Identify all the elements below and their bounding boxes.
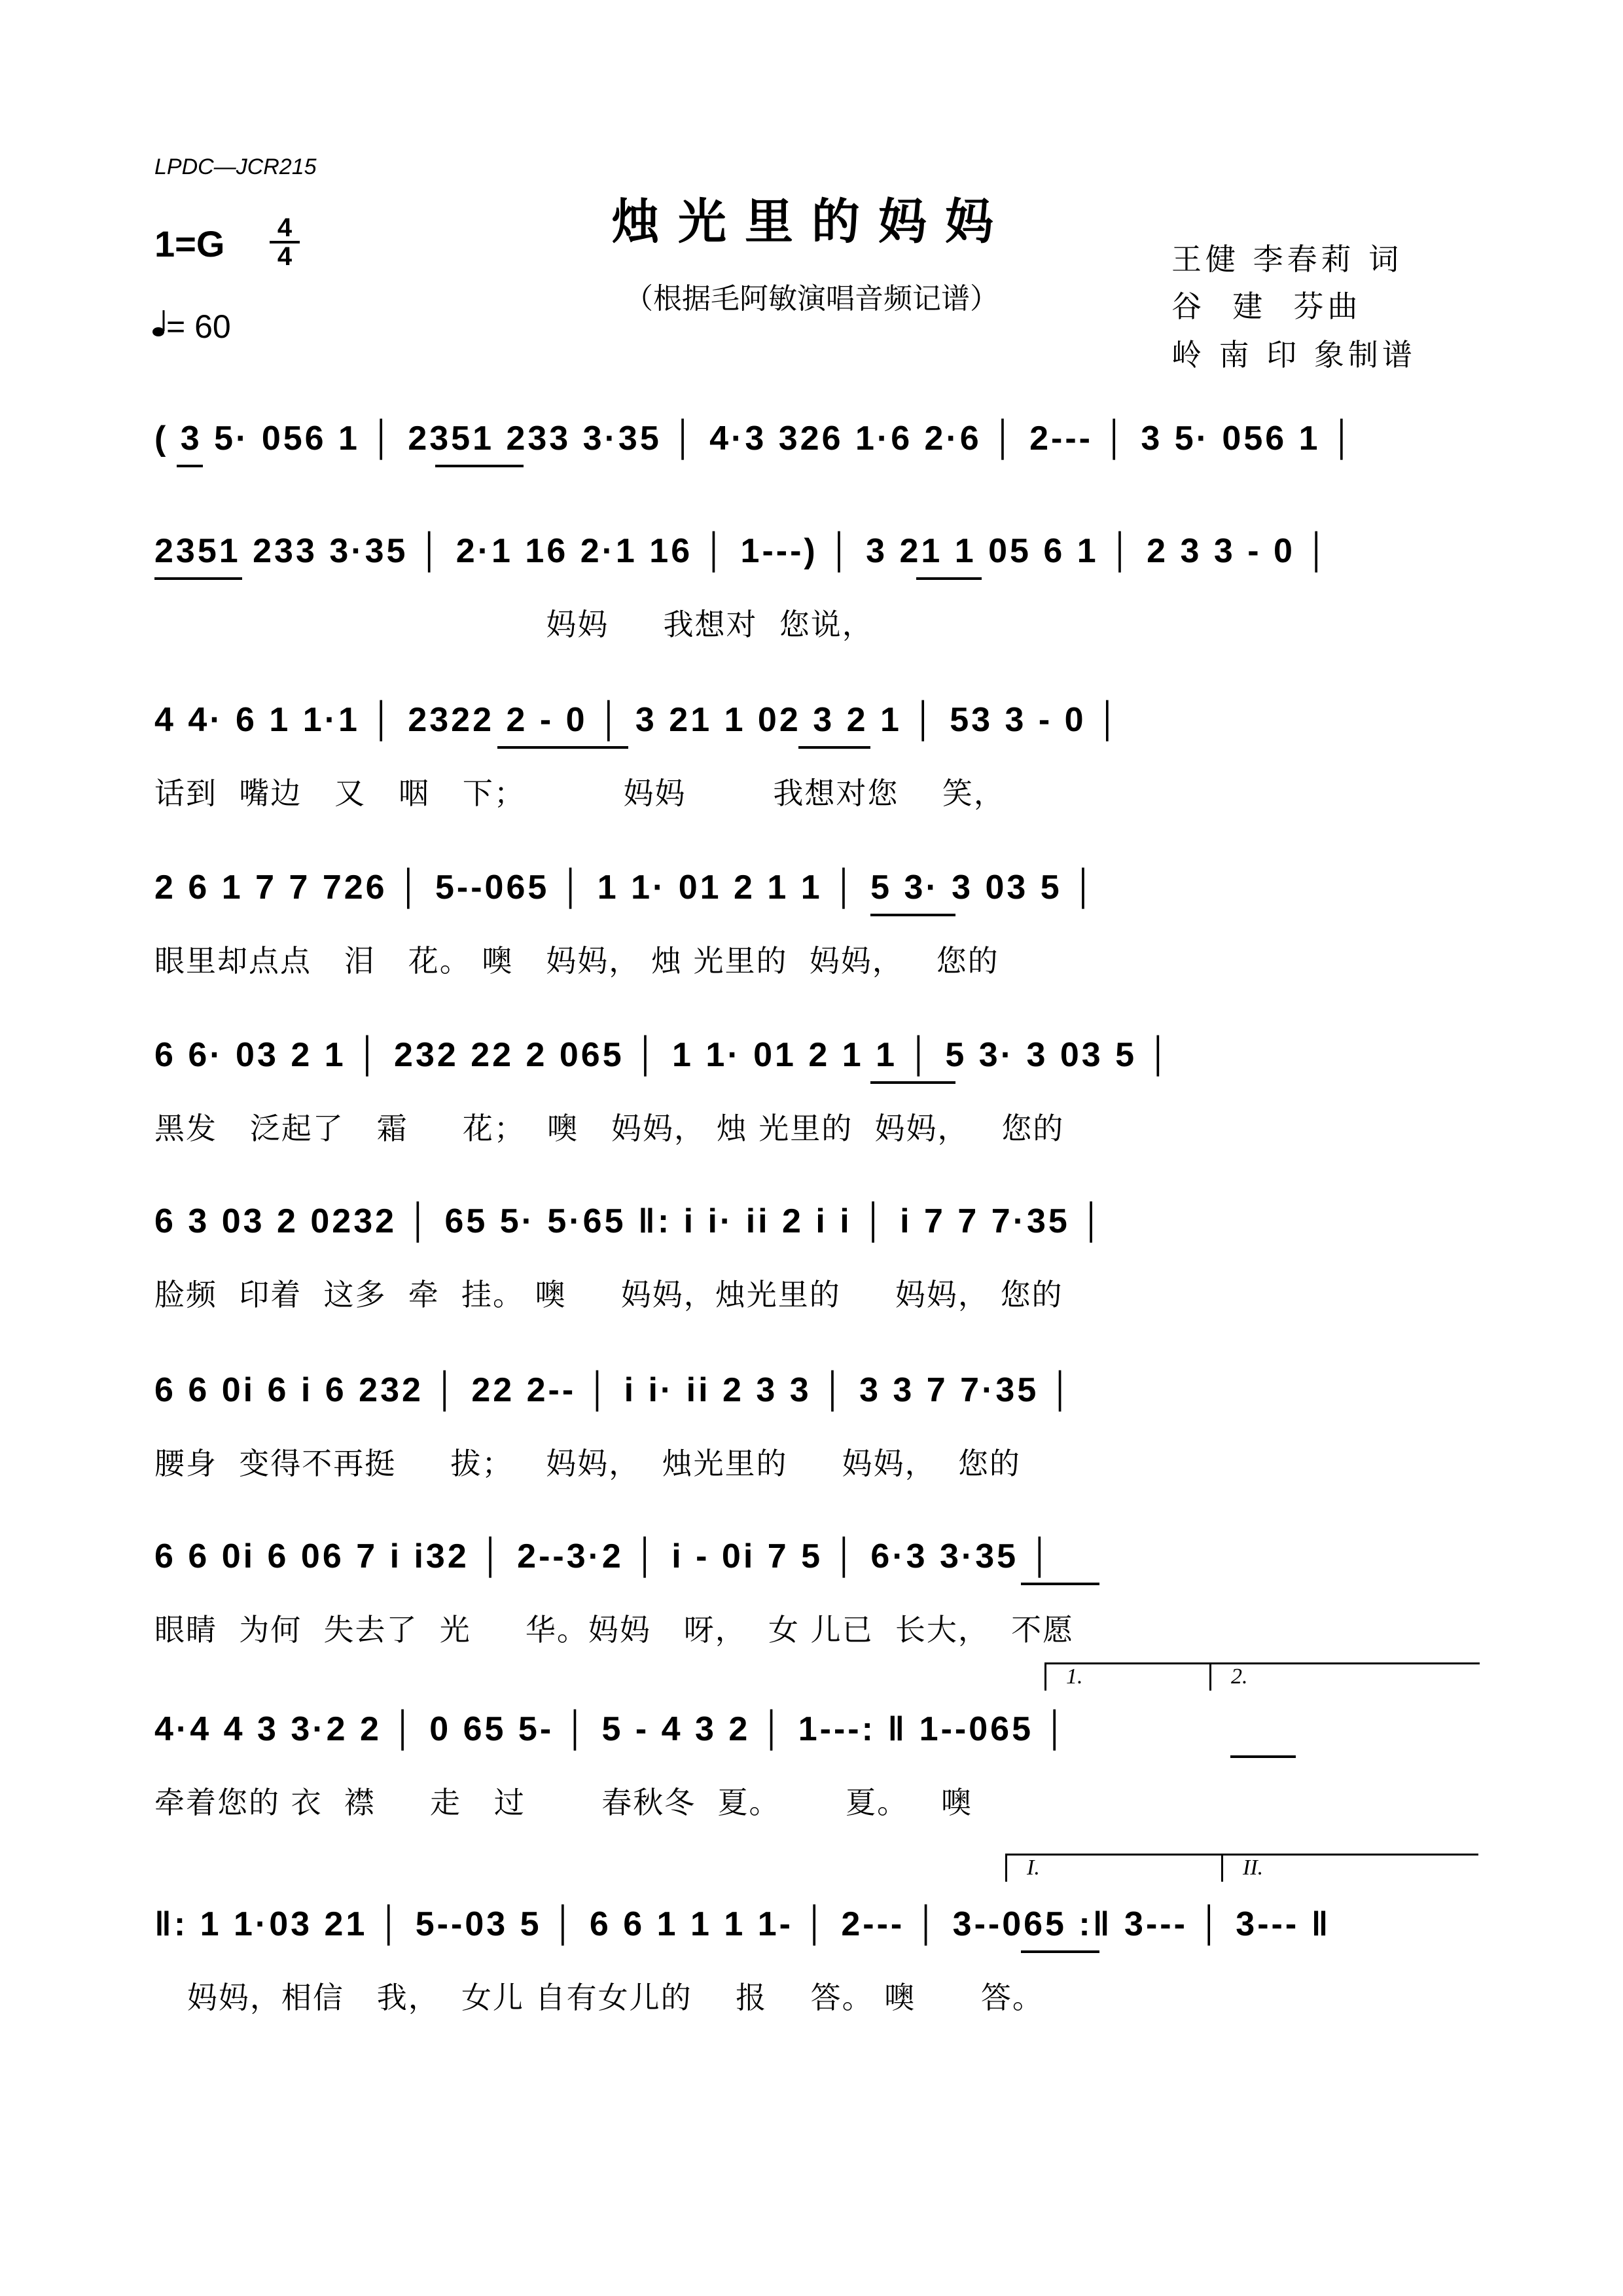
lyricist-credit: 王健 李春莉 词 [1171,242,1403,277]
lyric-row-10: 妈妈，相信 我， 女儿 自有女儿的 报 答。 噢 答。 [154,1980,1044,2015]
score-row-4: 2 6 1 7 7 726 │ 5--065 │ 1 1· 01 2 1 1 │ 5 3· 3 03 5 │ [154,869,1098,906]
score-row-3: 4 4· 6 1 1·1 │ 2322 2 - 0 │ 3 21 1 02 3 2 1 │ 53 3 - 0 │ [154,701,1122,739]
score-row-6: 6 3 03 2 0232 │ 65 5· 5·65 ‖: i i· ii 2 i i │ i 7 7 7·35 │ [154,1202,1106,1240]
transcriber-credit: 岭 南 印 象制谱 [1171,337,1416,372]
score-row-2: 2351 233 3·35 │ 2·1 16 2·1 16 │ 1---) │ 3 21 1 05 6 1 │ 2 3 3 - 0 │ [154,532,1331,570]
lyric-row-5: 黑发 泛起了 霜 花； 噢 妈妈， 烛 光里的 妈妈， 您的 [154,1111,1065,1146]
document-id: LPDC—JCR215 [154,154,317,179]
song-title: 烛光里的妈妈 [611,194,1012,250]
lyric-row-3: 话到 嘴边 又 咽 下； 妈妈 我想对您 笑， [154,776,1005,811]
lyric-row-4: 眼里却点点 泪 花。 噢 妈妈， 烛 光里的 妈妈， 您的 [154,943,999,978]
score-row-7: 6 6 0i 6 i 6 232 │ 22 2-- │ i i· ii 2 3 3 │ 3 3 7 7·35 │ [154,1371,1075,1409]
tempo-value: = 60 [166,308,231,345]
composer-credit: 谷 建 芬曲 [1171,289,1362,324]
lyric-row-7: 腰身 变得不再挺 拔； 妈妈， 烛光里的 妈妈， 您的 [154,1446,1021,1481]
score-row-9: 4·4 4 3 3·2 2 │ 0 65 5- │ 5 - 4 3 2 │ 1---: ‖ 1--065 │ [154,1710,1069,1748]
key-signature: 1=G [154,223,225,264]
time-signature-top: 4 [277,213,293,242]
lyric-row-2: 妈妈 我想对 您说， [154,607,874,642]
score-row-10: ‖: 1 1·03 21 │ 5--03 5 │ 6 6 1 1 1 1- │ 2--- │ 3--065 :‖ 3--- │ 3--- ‖ [154,1905,1331,1943]
lyric-row-6: 脸频 印着 这多 牵 挂。 噢 妈妈，烛光里的 妈妈， 您的 [154,1277,1063,1312]
first-ending-bracket-a: 1. [1044,1662,1219,1691]
lyric-row-8: 眼睛 为何 失去了 光 华。妈妈 呀， 女 儿已 长大， 不愿 [154,1612,1075,1647]
lyric-row-9: 牵着您的 衣 襟 走 过 春秋冬 夏。 夏。 噢 [154,1785,973,1820]
score-row-8: 6 6 0i 6 06 7 i i32 │ 2--3·2 │ i - 0i 7 5 │ 6·3 3·35 │ [154,1537,1055,1575]
second-ending-bracket-b: II. [1221,1854,1478,1882]
score-row-1: ( 3 5· 056 1 │ 2351 233 3·35 │ 4·3 326 1·6 2·6 │ 2--- │ 3 5· 056 1 │ [154,420,1357,457]
song-subtitle: （根据毛阿敏演唱音频记谱） [624,282,999,315]
time-signature-bottom: 4 [277,242,293,271]
first-ending-bracket-b: I. [1005,1854,1227,1882]
second-ending-bracket-a: 2. [1209,1662,1480,1691]
score-row-5: 6 6· 03 2 1 │ 232 22 2 065 │ 1 1· 01 2 1 1 │ 5 3· 3 03 5 │ [154,1036,1173,1074]
